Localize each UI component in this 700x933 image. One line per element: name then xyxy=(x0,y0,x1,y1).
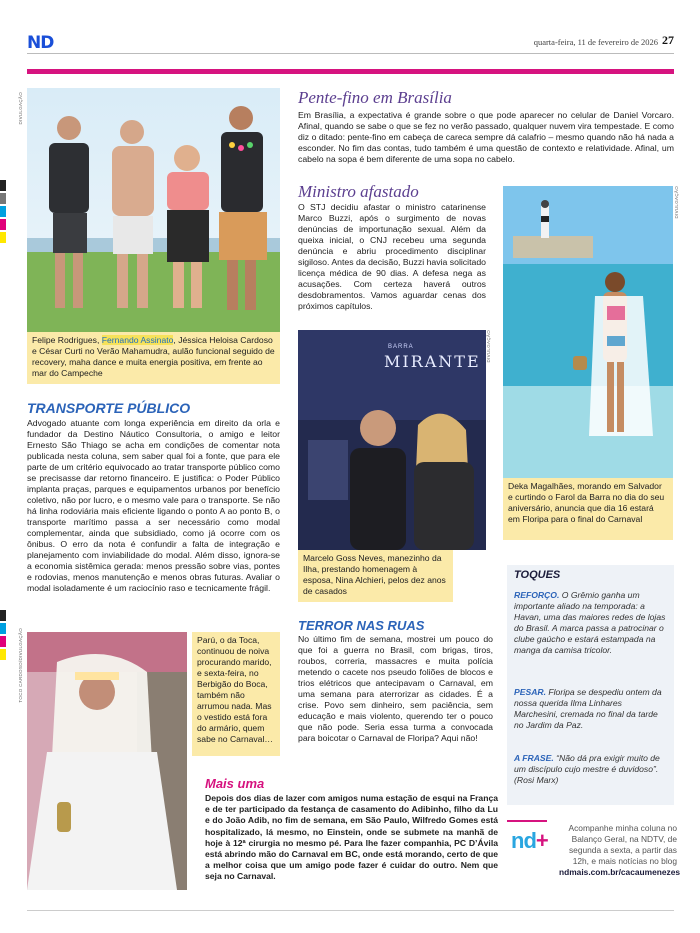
article-body-transporte: Advogado atuante com longa experiência em direito da orla e fundador da Destino Náutico Consultoria, o amigo e leitor Ernesto São Thiago se acha em condições de comentar nota publicada nesta coluna, sem saber qual foi a fonte, que para ele parte de um critério equivocado ao tratar transporte público como se precisasse dar retorno financeiro. E justifica: o Poder Público implanta praças, parques e equipamentos urbanos por benefício coletivo, não por lucro, e o mesmo vale para o transporte. Se não há linha rodoviária mais eficiente ligando o ponto A ao ponto B, o transporte marítimo passa a ser necessário como modal complementar, ainda que subsidiado, como já ocorre com os ônibus. O erro da nota é confundir a falta de integração e planejamento com inviabilidade do modal. Além disso, ignora-se a economia sistêmica gerada: menos pressão sobre vias, pontes e rodovias, menos manutenção e menos obras futuras. Avaliar o modal isoladamente é um raciocínio raso e tecnicamente frágil. xyxy=(27,418,280,593)
issue-date: quarta-feira, 11 de fevereiro de 2026 xyxy=(533,37,658,47)
toques-box xyxy=(507,565,674,805)
promo-text xyxy=(559,823,681,878)
footer-divider xyxy=(27,910,674,911)
bride-costume-illustration xyxy=(27,632,187,890)
article-title-pente-fino: Pente-fino em Brasília xyxy=(298,88,452,107)
toque-label: PESAR. xyxy=(514,687,546,697)
toque-text: Floripa se despediu ontem da nossa querida Ilma Linhares Marchesini, cremada no final da tarde no Jardim da Paz. xyxy=(514,687,662,730)
print-registration-mark xyxy=(0,206,6,217)
article-title-mais-uma: Mais uma xyxy=(205,776,265,791)
ndplus-logo xyxy=(511,828,548,854)
group-photo xyxy=(27,88,280,332)
print-registration-mark xyxy=(0,193,6,204)
article-title-terror: TERROR NAS RUAS xyxy=(298,618,425,633)
photo-credit: DIVULGAÇÃO xyxy=(18,92,23,125)
newspaper-logo: ND xyxy=(27,33,54,53)
caption-text: , Jéssica Heloisa Cardoso e César Curti no Verão Mahamudra, aulão funcional seguido de recovery, maha dance e muita energia positiva, em frente ao mar do Campeche xyxy=(32,335,275,378)
print-registration-mark xyxy=(0,180,6,191)
mirante-photo xyxy=(298,330,486,550)
beach-photo-caption: Deka Magalhães, morando em Salvador e curtindo o Farol da Barra no dia do seu aniversário, anuncia que dia 16 estará em Floripa para o final do Carnaval xyxy=(503,478,673,540)
ndplus-promo xyxy=(507,820,681,900)
plus-icon: + xyxy=(535,828,548,853)
caption-text: Felipe Rodrigues, xyxy=(32,335,102,345)
group-photo-illustration xyxy=(27,88,280,332)
page-number: 27 xyxy=(662,33,674,47)
article-body-pente-fino: Em Brasília, a expectativa é grande sobre o que pode aparecer no celular de Daniel Vorcaro. Afinal, quando se sabe o que se fez no verão passado, qualquer nuvem vira tempestade. E como diz o ditado: pente-fino em cabeça de careca sempre dá calafrio – mesmo quando não há nada a esconder. No fim das contas, tudo também é uma questão de contexto e relatividade. Afinal, um cabelo na sopa é bem diferente de uma sopa no cabelo. xyxy=(298,110,674,164)
print-registration-mark xyxy=(0,219,6,230)
promo-accent-line xyxy=(507,820,547,822)
promo-description: Acompanhe minha coluna no Balanço Geral, na NDTV, de segunda a sexta, a partir das 12h, e mais notícias no blog xyxy=(568,823,677,866)
photo-credit: DIVULGAÇÃO xyxy=(674,186,679,219)
article-title-ministro: Ministro afastado xyxy=(298,182,419,201)
beach-photo xyxy=(503,186,673,478)
accent-bar xyxy=(27,69,674,74)
toques-title: TOQUES xyxy=(514,569,561,581)
mirante-sign: MIRANTE xyxy=(384,352,481,371)
toque-item xyxy=(514,590,668,656)
article-body-terror: No último fim de semana, mostrei um pouco do que foi a guerra no Brasil, com brigas, tiros, roubos, correria, massacres e muita polícia metendo o cacete nos pseudo foliões de blocos e trios elétricos que antecipavam o Carnaval, em uma semana para aterrorizar as cidades. É a crise. Povo sem dinheiro, sem paciência, sem educação e mais violento, querendo ter o pouco que não pode. Seria essa turma a convocada para boicotar o Carnaval de Floripa? Aqui não! xyxy=(298,634,493,743)
highlighted-name: Fernando Assinato xyxy=(101,335,174,345)
article-title-transporte: TRANSPORTE PÚBLICO xyxy=(27,400,191,416)
toque-text: “Não dá pra exigir muito de um discípulo cujo mestre é duvidoso”. (Rosi Marx) xyxy=(514,753,660,785)
toque-item xyxy=(514,687,668,731)
print-registration-mark xyxy=(0,610,6,621)
toque-text: O Grêmio ganha um importante aliado na temporada: a Havan, uma das maiores redes de lojas do Brasil. A marca passa a patrocinar o clube gaúcho e estará estampada na manga da camisa tricolor. xyxy=(514,590,666,655)
photo-credit: DIVULGAÇÃO xyxy=(486,330,491,363)
print-registration-mark xyxy=(0,232,6,243)
beach-photo-illustration xyxy=(503,186,673,478)
print-registration-mark xyxy=(0,623,6,634)
toque-label: REFORÇO. xyxy=(514,590,560,600)
ndplus-logo-text: nd xyxy=(511,828,536,853)
photo-credit: TOCO CARDOSO/DIVULGAÇÃO xyxy=(18,628,23,703)
mirante-sign-small: BARRA xyxy=(388,344,414,350)
print-registration-mark xyxy=(0,636,6,647)
bride-photo-caption: Parú, o da Toca, continuou de noiva procurando marido, e sexta-feira, no Berbigão do Boca, também não arrumou nada. Mas o vestido está fora do armário, quem sabe no Carnaval… xyxy=(192,632,280,756)
group-photo-caption xyxy=(27,332,280,384)
blog-link[interactable]: ndmais.com.br/cacaumenezes xyxy=(559,867,681,877)
toque-item xyxy=(514,753,668,786)
article-body-ministro: O STJ decidiu afastar o ministro catarinense Marco Buzzi, após o surgimento de novas denúncias de importunação sexual. Além da queixa inicial, o CNJ recebeu uma segunda denúncia e abriu procedimento disciplinar sigiloso. Antes da decisão, Buzzi havia solicitado licença médica de 90 dias. A defesa nega as acusações. Com certeza haverá outros desdobramentos. Vamos aguardar cenas dos próximos capítulos. xyxy=(298,202,486,311)
header-divider xyxy=(27,53,674,54)
article-body-mais-uma: Depois dos dias de lazer com amigos numa estação de esqui na França e de ter participado da festança de casamento do Adibinho, filho da Lu e do João Adib, no fim de semana, em São Paulo, Wilfredo Gomes está hospitalizado, lá mesmo, no Einstein, onde se submete na manhã de hoje à 12ª cirurgia no mesmo pé. Para lhe fazer companhia, PC D’Ávila está abrindo mão do Carnaval em BC, onde está morando, certo de que a melhor coisa que um amigo pode fazer é cuidar do outro. Nem que seja no Carnaval. xyxy=(205,793,498,882)
bride-costume-photo xyxy=(27,632,187,890)
mirante-photo-caption: Marcelo Goss Neves, manezinho da Ilha, prestando homenagem à esposa, Nina Alchieri, pelos dez anos de casados xyxy=(298,550,453,602)
print-registration-mark xyxy=(0,649,6,660)
toque-label: A FRASE. xyxy=(514,753,554,763)
